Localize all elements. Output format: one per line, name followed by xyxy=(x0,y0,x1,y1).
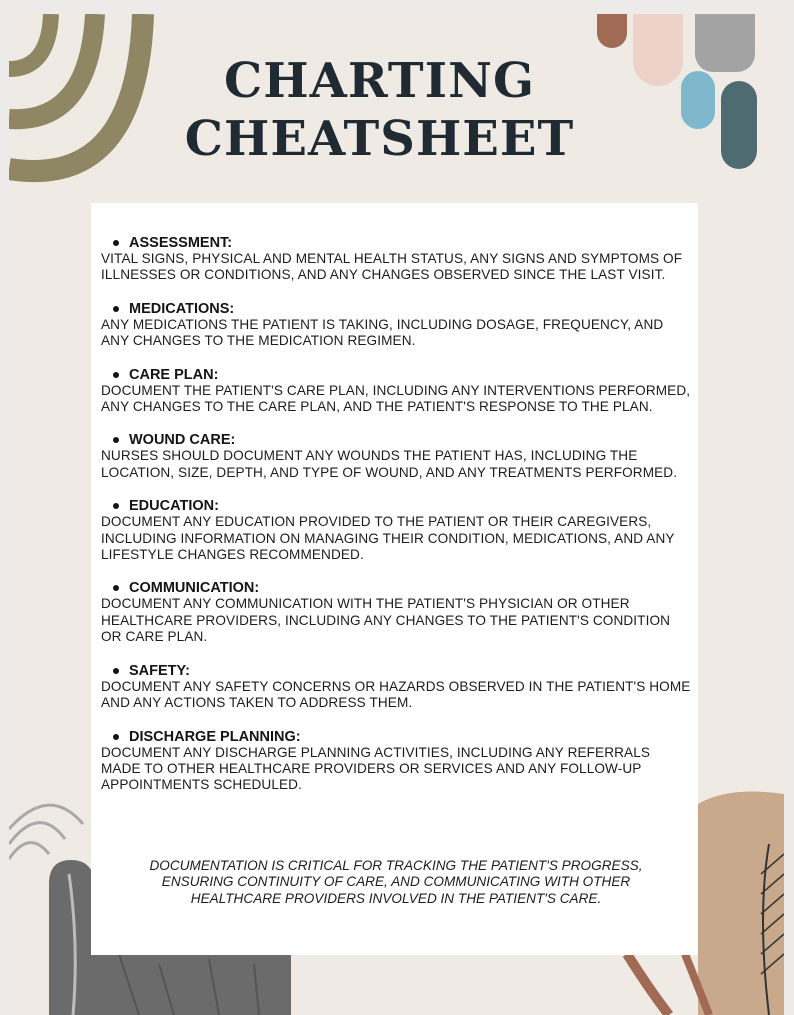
section-safety xyxy=(101,663,693,712)
section-body: VITAL SIGNS, PHYSICAL AND MENTAL HEALTH STATUS, ANY SIGNS AND SYMPTOMS OF ILLNESSES OR CONDITIONS, AND ANY CHANGES OBSERVED SINCE THE LAST VISIT. xyxy=(101,251,683,283)
section-medications xyxy=(101,301,693,350)
section-heading: ASSESSMENT: xyxy=(101,235,693,251)
section-care-plan xyxy=(101,367,693,416)
content-card xyxy=(91,203,698,955)
closing-note: DOCUMENTATION IS CRITICAL FOR TRACKING THE PATIENT'S PROGRESS, ENSURING CONTINUITY OF CARE, AND COMMUNICATING WITH OTHER HEALTHCARE PROVIDERS INVOLVED IN THE PATIENT'S CARE. xyxy=(149,858,643,906)
section-body: DOCUMENT ANY EDUCATION PROVIDED TO THE PATIENT OR THEIR CAREGIVERS, INCLUDING INFORMATION ON MANAGING THEIR CONDITION, MEDICATIONS, AND ANY LIFESTYLE CHANGES RECOMMENDED. xyxy=(101,514,675,563)
section-body: DOCUMENT ANY COMMUNICATION WITH THE PATIENT'S PHYSICIAN OR OTHER HEALTHCARE PROVIDERS, INCLUDING ANY CHANGES TO THE PATIENT'S CONDITION OR CARE PLAN. xyxy=(101,596,671,645)
section-heading: DISCHARGE PLANNING: xyxy=(101,729,693,745)
section-body: NURSES SHOULD DOCUMENT ANY WOUNDS THE PATIENT HAS, INCLUDING THE LOCATION, SIZE, DEPTH, AND TYPE OF WOUND, AND ANY TREATMENTS PERFORMED. xyxy=(101,448,678,480)
section-body: DOCUMENT ANY DISCHARGE PLANNING ACTIVITIES, INCLUDING ANY REFERRALS MADE TO OTHER HEALTHCARE PROVIDERS OR SERVICES AND ANY FOLLOW-UP APPOINTMENTS SCHEDULED. xyxy=(101,744,651,793)
section-body: DOCUMENT ANY SAFETY CONCERNS OR HAZARDS OBSERVED IN THE PATIENT'S HOME AND ANY ACTIONS TAKEN TO ADDRESS THEM. xyxy=(101,678,691,711)
section-list xyxy=(101,235,693,811)
section-heading: MEDICATIONS: xyxy=(101,301,693,317)
cheatsheet-page xyxy=(9,14,784,1015)
section-assessment xyxy=(101,235,693,284)
section-heading: EDUCATION: xyxy=(101,498,693,514)
section-body: DOCUMENT THE PATIENT'S CARE PLAN, INCLUDING ANY INTERVENTIONS PERFORMED, ANY CHANGES TO THE CARE PLAN, AND THE PATIENT'S RESPONSE TO THE PLAN. xyxy=(101,382,691,415)
section-heading: SAFETY: xyxy=(101,663,693,679)
section-communication xyxy=(101,580,693,645)
section-heading: COMMUNICATION: xyxy=(101,580,693,596)
section-heading: WOUND CARE: xyxy=(101,432,693,448)
section-heading: CARE PLAN: xyxy=(101,367,693,383)
page-title-line2: CHEATSHEET xyxy=(184,111,575,167)
section-wound-care xyxy=(101,432,693,481)
page-title-line1: CHARTING xyxy=(224,53,535,109)
section-body: ANY MEDICATIONS THE PATIENT IS TAKING, INCLUDING DOSAGE, FREQUENCY, AND ANY CHANGES TO THE MEDICATION REGIMEN. xyxy=(101,316,664,349)
section-discharge-planning xyxy=(101,729,693,794)
section-education xyxy=(101,498,693,563)
